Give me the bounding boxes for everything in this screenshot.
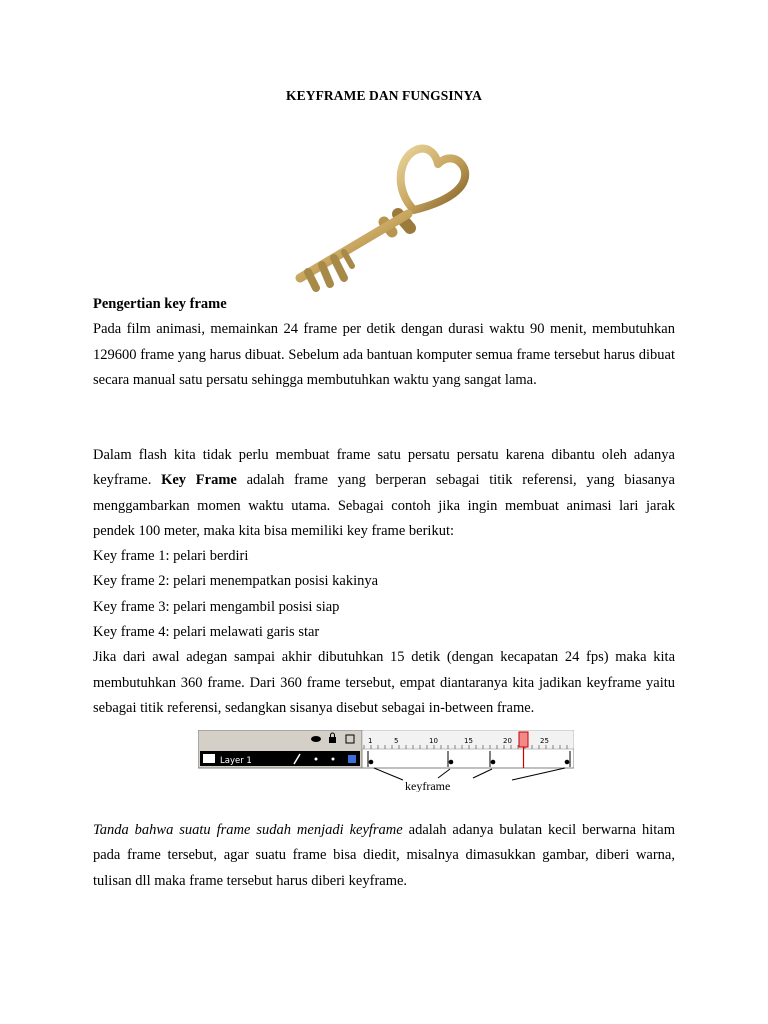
visibility-dot[interactable] — [315, 758, 318, 761]
paragraph-tanda — [93, 818, 675, 894]
heart-key-image — [286, 138, 471, 293]
layer-icon — [203, 754, 215, 763]
keyframe-dot[interactable] — [491, 760, 496, 765]
keyframe-dot[interactable] — [449, 760, 454, 765]
section-pengertian — [93, 292, 675, 393]
list-item: Key frame 1: pelari berdiri — [93, 548, 249, 565]
paragraph-text: Dalam flash kita tidak perlu membuat frame satu persatu persatu karena dibantu oleh adanya keyframe. — [93, 447, 675, 489]
keyframe-dot[interactable] — [369, 760, 374, 765]
keyframe-caption: keyframe — [405, 779, 451, 792]
list-item: Key frame 4: pelari melawati garis star — [93, 624, 320, 641]
ruler-label-1: 1 — [368, 737, 373, 745]
ruler-label-5: 5 — [394, 737, 399, 745]
ruler-label-25: 25 — [540, 737, 549, 745]
paragraph-frames: Jika dari awal adegan sampai akhir dibutuhkan 15 detik (dengan kecapatan 24 fps) maka kita membutuhkan 360 frame. Dari 360 frame tersebut, empat diantaranya kita jadikan keyframe yaitu sebagai titik referensi, sedangkan sisanya disebut sebagai in-between frame. — [93, 649, 675, 716]
section-heading: Pengertian key frame — [93, 296, 227, 312]
paragraph-keyframe — [93, 443, 675, 544]
ruler-label-20: 20 — [503, 737, 512, 745]
ruler-label-15: 15 — [464, 737, 473, 745]
ruler-label-10: 10 — [429, 737, 438, 745]
flash-timeline-figure — [198, 730, 574, 792]
paragraph-text: adalah adanya bulatan kecil berwarna hitam pada frame tersebut, agar suatu frame bisa diedit, misalnya dimasukkan gambar, diberi warna, tulisan dll maka frame tersebut harus diberi keyframe. — [93, 822, 675, 889]
list-item: Key frame 2: pelari menempatkan posisi kakinya — [93, 573, 379, 590]
playhead[interactable] — [519, 732, 528, 747]
document-title: KEYFRAME DAN FUNGSINYA — [286, 88, 482, 103]
keyframe-arrows — [374, 768, 565, 780]
paragraph-text: adalah frame yang berperan sebagai titik referensi, yang biasanya menggambarkan momen waktu utama. Sebagai contoh jika ingin membuat animasi lari jarak pendek 100 meter, maka kita bisa memiliki key frame berikut: — [93, 472, 675, 539]
lock-dot[interactable] — [332, 758, 335, 761]
key-frame-term: Key Frame — [161, 472, 237, 489]
paragraph-pengertian: Pada film animasi, memainkan 24 frame per detik dengan durasi waktu 90 menit, membutuhkan 129600 frame yang harus dibuat. Sebelum ada bantuan komputer semua frame tersebut harus dibuat secara manual satu persatu sehingga membutuhkan waktu yang sangat lama. — [93, 321, 675, 388]
layer-name[interactable]: Layer 1 — [220, 756, 252, 766]
eye-icon — [311, 736, 321, 742]
outline-color-box[interactable] — [348, 755, 356, 763]
section-tanda — [93, 818, 675, 894]
italic-phrase: Tanda bahwa suatu frame sudah menjadi keyframe — [93, 822, 403, 838]
section-keyframe — [93, 443, 675, 721]
keyframe-dot[interactable] — [565, 760, 570, 765]
list-item: Key frame 3: pelari mengambil posisi siap — [93, 598, 340, 615]
